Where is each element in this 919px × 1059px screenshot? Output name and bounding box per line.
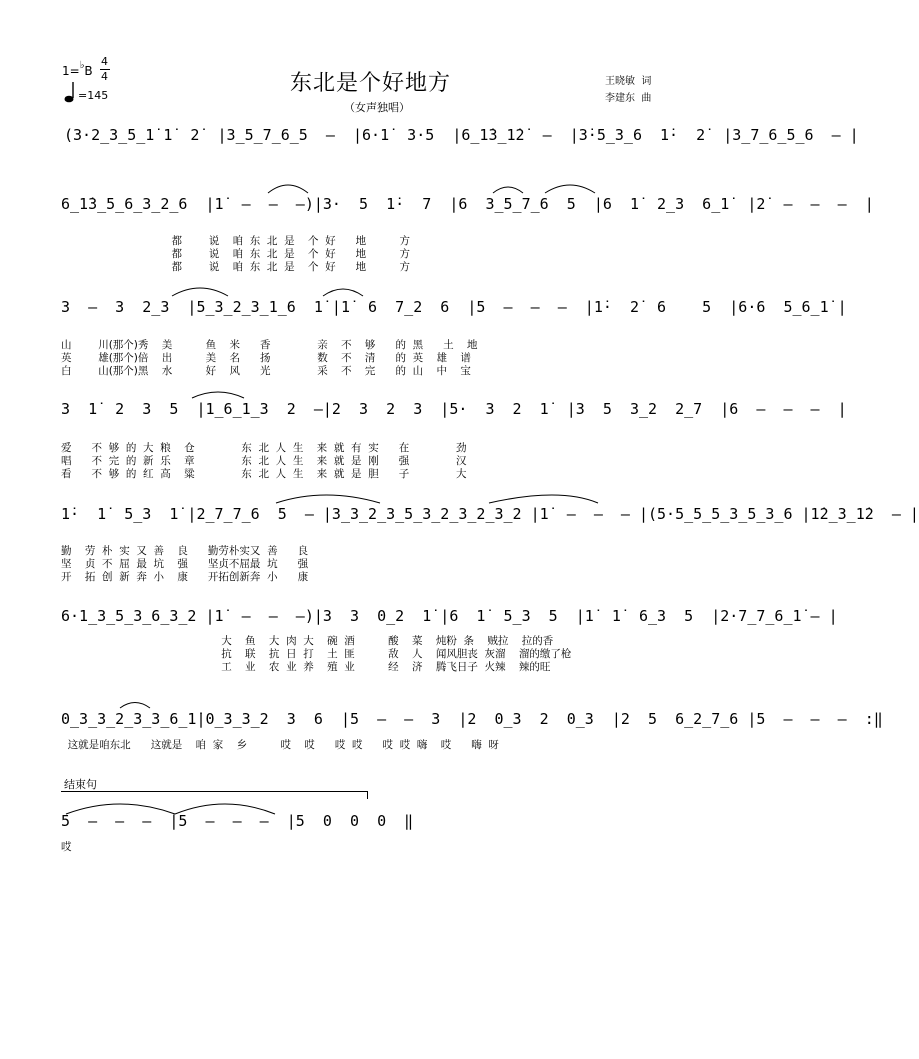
lyrics-system-5-verse-2: 坚 贞 不 屈 最 坑 强 坚贞不屈最 坑 强 — [61, 558, 309, 570]
lyrics-system-6-verse-2: 抗 联 抗 日 打 土 匪 敌 人 闻风胆丧 灰溜 溜的缴了枪 — [61, 648, 572, 660]
score-system-3: 3 – 3 2̲3 |5̲3̲2̲3̲1̲6 1̇ |1̇ 6 7̲2 6 |5 – – – |1̇· 2̇ 6 5 |6·6 5̲6̲1̇ | — [61, 298, 847, 316]
lyrics-system-7: 这就是咱东北 这就是 咱 家 乡 哎 哎 哎 哎 哎 哎 嗨 哎 嗨 呀 — [61, 739, 499, 751]
score-system-2: 6̲1̇3̲5̲6̲3̲2̲6 |1̇ – – –)|3· 5 1̇· 7 |6 3̲5̲7̲6 5 |6 1̇ 2̲3 6̲1̇ |2̇ – – – | — [61, 195, 874, 213]
time-signature-bottom: 4 — [101, 70, 108, 83]
time-signature-top: 4 — [101, 55, 108, 68]
lyrics-system-5-verse-3: 开 拓 创 新 奔 小 康 开拓创新奔 小 康 — [61, 571, 309, 583]
lyrics-system-3-verse-3: 白 山(那个)黑 水 好 风 光 采 不 完 的 山 中 宝 — [61, 365, 471, 377]
lyricist-credit: 王晓敏 词 — [605, 76, 652, 87]
lyrics-system-6-verse-3: 工 业 农 业 养 殖 业 经 济 腾飞日子 火辣 辣的旺 — [61, 661, 551, 673]
lyrics-system-4-verse-1: 爱 不 够 的 大 粮 仓 东 北 人 生 来 就 有 实 在 劲 — [61, 442, 467, 454]
key-signature: 1=♭B — [62, 60, 93, 78]
lyrics-system-5-verse-1: 勤 劳 朴 实 又 善 良 勤劳朴实又 善 良 — [61, 545, 309, 557]
lyrics-system-2-verse-1: 都 说 咱 东 北 是 个 好 地 方 — [18, 235, 411, 247]
score-system-7: 0̲3̲3̲2̲3̲3̲6̲1̇|0̲3̲3̲2 3 6 |5 – – 3 |2 0̲3 2 0̲3 |2 5 6̲2̲7̲6 |5 – – – :‖ — [61, 710, 883, 728]
lyrics-system-2-verse-3: 都 说 咱 东 北 是 个 好 地 方 — [18, 261, 411, 273]
score-ending: 5 – – – |5 – – – |5 0 0 0 ‖ — [61, 812, 414, 830]
lyrics-system-6-verse-1: 大 鱼 大 肉 大 碗 酒 酸 菜 炖粉 条 贼拉 拉的香 — [61, 635, 554, 647]
score-system-1: (3·2̲3̲5̲1̇ 1̇ 2̇ |3̲5̲7̲6̲5 – |6·1̇ 3·5 |6̲1̇3̲1̇2̇ – |3̇·5̲3̲6 1̇· 2̇ |3̲7̲6̲5̲6 – | — [64, 126, 859, 144]
score-system-5: 1̇· 1̇ 5̲3 1̇ |2̲7̲7̲6 5 – |3̲3̲2̲3̲5̲3̲2̲3̲2̲3̲2 |1̇ – – – |(5·5̲5̲5̲3̲5̲3̲6 |1̇2̲3̲1̇2 – | — [61, 505, 919, 523]
subtitle: （女声独唱） — [344, 101, 410, 114]
lyrics-system-3-verse-2: 英 雄(那个)倍 出 美 名 扬 数 不 清 的 英 雄 谱 — [61, 352, 471, 364]
composer-credit: 李建东 曲 — [605, 93, 652, 104]
lyrics-ending: 哎 — [61, 841, 72, 853]
lyrics-system-4-verse-3: 看 不 够 的 红 高 粱 东 北 人 生 来 就 是 胆 子 大 — [61, 468, 467, 480]
page-title: 东北是个好地方 — [290, 71, 452, 96]
ending-label: 结束句 — [64, 778, 97, 791]
lyrics-system-4-verse-2: 唱 不 完 的 新 乐 章 东 北 人 生 来 就 是 刚 强 汉 — [61, 455, 467, 467]
lyrics-system-2-verse-2: 都 说 咱 东 北 是 个 好 地 方 — [18, 248, 411, 260]
tempo-marking: =145 — [78, 89, 109, 102]
score-system-4: 3 1̇ 2 3 5 |1̲6̲1̲3 2 –|2 3 2 3 |5· 3 2 1̇ |3 5 3̲2 2̲7 |6 – – – | — [61, 400, 847, 418]
lyrics-system-3-verse-1: 山 川(那个)秀 美 鱼 米 香 亲 不 够 的 黑 土 地 — [61, 339, 478, 351]
score-system-6: 6·1̲3̲5̲3̲6̲3̲2 |1̇ – – –)|3 3 0̲2 1̇ |6 1̇ 5̲3 5 |1̇ 1̇ 6̲3 5 |2·7̲7̲6̲1̇ – | — [61, 607, 838, 625]
